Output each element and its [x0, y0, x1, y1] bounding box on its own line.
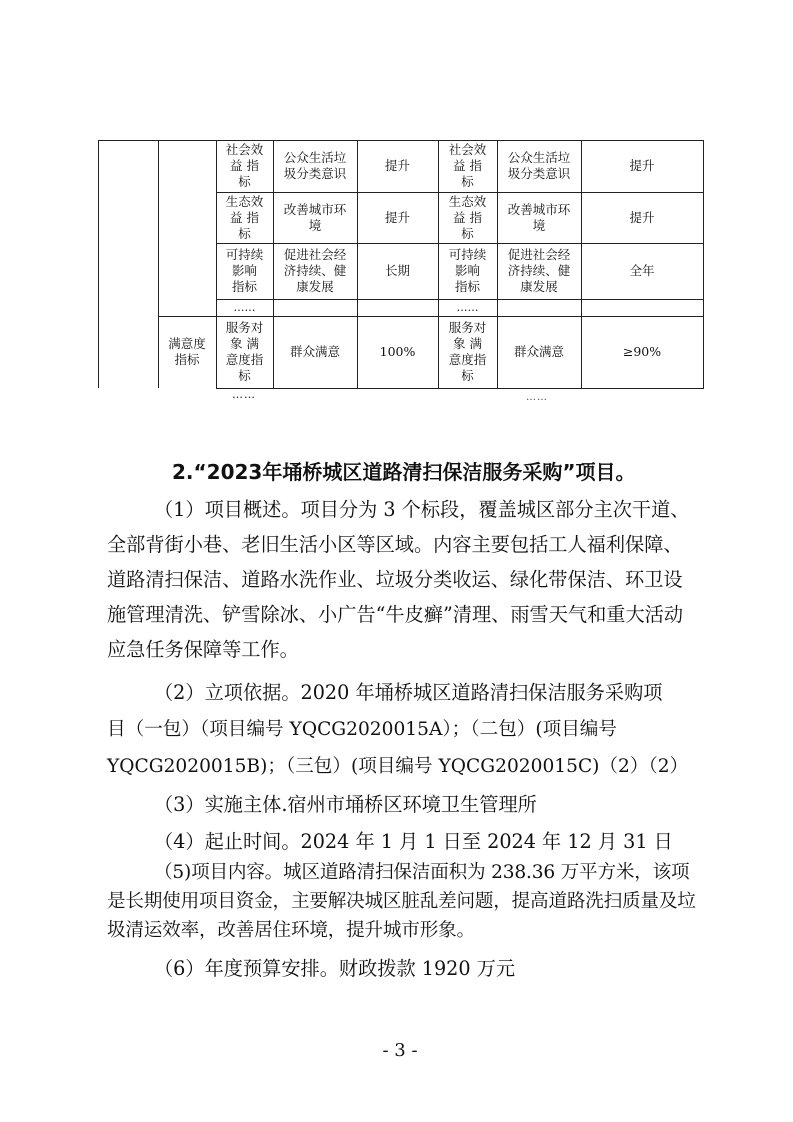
paragraph-basis-line2: 目（一包）（项目编号 YQCG2020015A）；（二包）(项目编号	[107, 719, 617, 740]
table-rule	[703, 140, 704, 388]
table-continuation-left: ……	[232, 388, 256, 401]
table-cell: ……	[456, 300, 479, 314]
table-cell: 100%	[379, 344, 416, 359]
table-cell: 可持续 影响 指标	[225, 247, 264, 294]
table-cell: 提升	[629, 158, 655, 173]
table-cell: 提升	[384, 209, 410, 225]
table-cell: 生态效 益 指 标	[225, 193, 264, 241]
table-cell: 公众生活垃 圾分类意识	[507, 150, 571, 181]
table-cell: ……	[233, 300, 256, 314]
paragraph-content: （5)项目内容。城区道路清扫保洁面积为 238.36 万平方米，该项是长期使用项目资金，主要解决城区脏乱差问题，提高道路洗扫质量及垃圾清运效率，改善居住环境，提升城市形象。	[107, 862, 696, 941]
table-cell: 提升	[629, 209, 655, 225]
table-cell: 服务对 象 满 意度指 标	[225, 320, 264, 383]
table-cell: 改善城市环 境	[507, 201, 571, 233]
page-number: - 3 -	[382, 1040, 418, 1061]
table-cell: 改善城市环 境	[283, 201, 347, 233]
table-cell: 满意度 指标	[168, 336, 206, 367]
table-cell: 促进社会经 济持续、健 康发展	[283, 247, 347, 294]
table-cell: 促进社会经 济持续、健 康发展	[507, 247, 571, 294]
table-cell: 生态效 益 指 标	[448, 193, 487, 241]
paragraph-basis-line3: YQCG2020015B)；（三包）(项目编号 YQCG2020015C)（2）（2）	[107, 756, 689, 777]
table-cell: 群众满意	[289, 344, 340, 359]
table-rule	[216, 388, 704, 389]
paragraph-budget: （6）年度预算安排。财政拨款 1920 万元	[154, 957, 516, 980]
paragraph-basis-line1: （2）立项依据。2020 年埇桥城区道路清扫保洁服务采购项	[154, 681, 663, 704]
table-cell: 服务对 象 满 意度指 标	[448, 320, 487, 383]
table-cell: 群众满意	[513, 344, 564, 359]
table-cell: 长期	[384, 263, 410, 278]
table-cell: 提升	[384, 158, 410, 173]
table-cell: 全年	[629, 263, 655, 278]
table-rule	[98, 140, 99, 388]
table-cell: 社会效 益 指 标	[225, 142, 264, 189]
table-cell: ≥90%	[622, 344, 662, 359]
paragraph-period: （4）起止时间。2024 年 1 月 1 日至 2024 年 12 月 31 日	[154, 830, 673, 853]
paragraph-overview: （1）项目概述。项目分为 3 个标段，覆盖城区部分主次干道、全部背街小巷、老旧生活小区等区域。内容主要包括工人福利保障、道路清扫保洁、道路水洗作业、垃圾分类收运、绿化带保洁、环卫设施管理清洗、铲雪除冰、小广告“牛皮癣”清理、雨雪天气和重大活动应急任务保障等工作。	[107, 498, 690, 661]
table-cell: 公众生活垃 圾分类意识	[283, 150, 347, 181]
table-continuation-right: ……	[526, 392, 548, 403]
section-heading: 2.“2023年埇桥城区道路清扫保洁服务采购”项目。	[172, 460, 636, 484]
table-cell: 社会效 益 指 标	[448, 142, 487, 189]
paragraph-implementer: （3）实施主体.宿州市埇桥区环境卫生管理所	[154, 793, 537, 816]
performance-indicator-table	[98, 140, 704, 388]
table-cell: 可持续 影响 指标	[448, 247, 487, 294]
